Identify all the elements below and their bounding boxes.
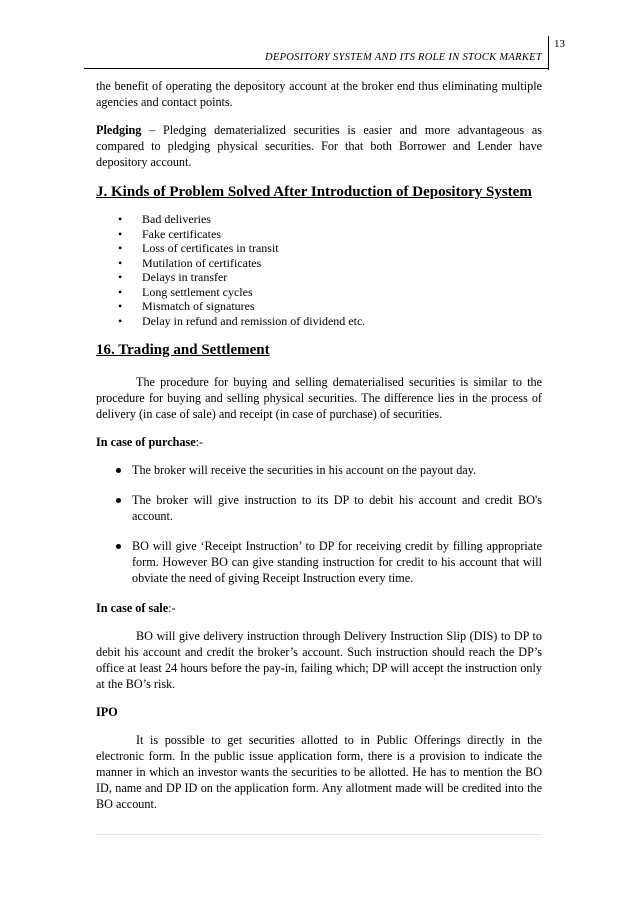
footer-divider — [96, 834, 542, 835]
bullet-icon: • — [118, 284, 123, 299]
page-number-rule — [548, 36, 549, 70]
list-item: • Delay in refund and remission of dividend etc. — [118, 313, 366, 328]
bullet-icon: • — [118, 241, 123, 255]
intro-paragraph: the benefit of operating the depository account at the broker end thus eliminating multiple agencies and contact points. — [96, 79, 542, 109]
ipo-paragraph: It is possible to get securities allotted to in Public Offerings directly in the electronic form. In the public issue application form, there is a provision to indicate the manner in which an investor wants the securities to be allotted. He has to mention the BO ID, name and DP ID on the application form. Any allotment made will be credited into the BO account. — [96, 733, 542, 811]
trading-paragraph: The procedure for buying and selling dematerialised securities is similar to the procedure for buying and selling physical securities. The difference lies in the process of delivery (in case of sale) and receipt (in case of purchase) of securities. — [96, 375, 542, 421]
pledging-term: Pledging — [96, 123, 142, 137]
ipo-heading: IPO — [96, 705, 118, 719]
section-j-label: J. — [96, 184, 108, 200]
pledging-paragraph — [96, 122, 542, 170]
list-item: • Mismatch of signatures — [118, 299, 255, 313]
list-item: • Mutilation of certificates — [118, 255, 262, 270]
header-divider — [84, 68, 548, 69]
list-item: BO will give ‘Receipt Instruction’ to DP for receiving credit by filling appropriate form. However BO can give standing instruction for credit to his account that will obviate the need of giving Receipt Instruction every time. — [106, 538, 542, 586]
bullet-icon: • — [118, 313, 123, 328]
list-item: • Long settlement cycles — [118, 284, 253, 299]
sale-paragraph: BO will give delivery instruction through Delivery Instruction Slip (DIS) to DP to debit his account and credit the broker’s account. Such instruction should reach the DP’s office at least 24 hours before the pay-in, failing which; DP will accept the instruction only at the BO’s risk. — [96, 629, 542, 691]
section-j-heading — [96, 182, 542, 202]
bullet-icon: • — [118, 255, 123, 270]
pledging-text: – Pledging dematerialized securities is easier and more advantageous as compared to pledging physical securities. For that both Borrower and Lender have depository account. — [96, 123, 542, 169]
bullet-dot-icon — [116, 544, 121, 549]
bullet-dot-icon — [116, 468, 121, 473]
section-j-title: Kinds of Problem Solved After Introduction of Depository System — [107, 184, 532, 200]
problems-list — [96, 212, 542, 328]
list-item: • Loss of certificates in transit — [118, 241, 279, 255]
list-item: The broker will receive the securities in his account on the payout day. — [106, 462, 542, 478]
bullet-dot-icon — [116, 498, 121, 503]
bullet-icon: • — [118, 299, 123, 313]
page-body — [96, 78, 542, 824]
list-item: The broker will give instruction to its DP to debit his account and credit BO's account. — [106, 492, 542, 524]
bullet-icon: • — [118, 212, 123, 226]
section-16-heading: 16. Trading and Settlement — [96, 342, 270, 358]
sale-heading: In case of sale:- — [96, 601, 176, 615]
list-item: • Delays in transfer — [118, 270, 228, 284]
list-item: • Bad deliveries — [118, 212, 211, 226]
list-item: • Fake certificates — [118, 226, 221, 241]
purchase-heading: In case of purchase:- — [96, 435, 204, 449]
bullet-icon: • — [118, 270, 123, 284]
bullet-icon: • — [118, 226, 123, 241]
page-number: 13 — [554, 38, 565, 50]
purchase-steps — [106, 462, 542, 586]
running-header: DEPOSITORY SYSTEM AND ITS ROLE IN STOCK MARKET — [264, 52, 542, 63]
